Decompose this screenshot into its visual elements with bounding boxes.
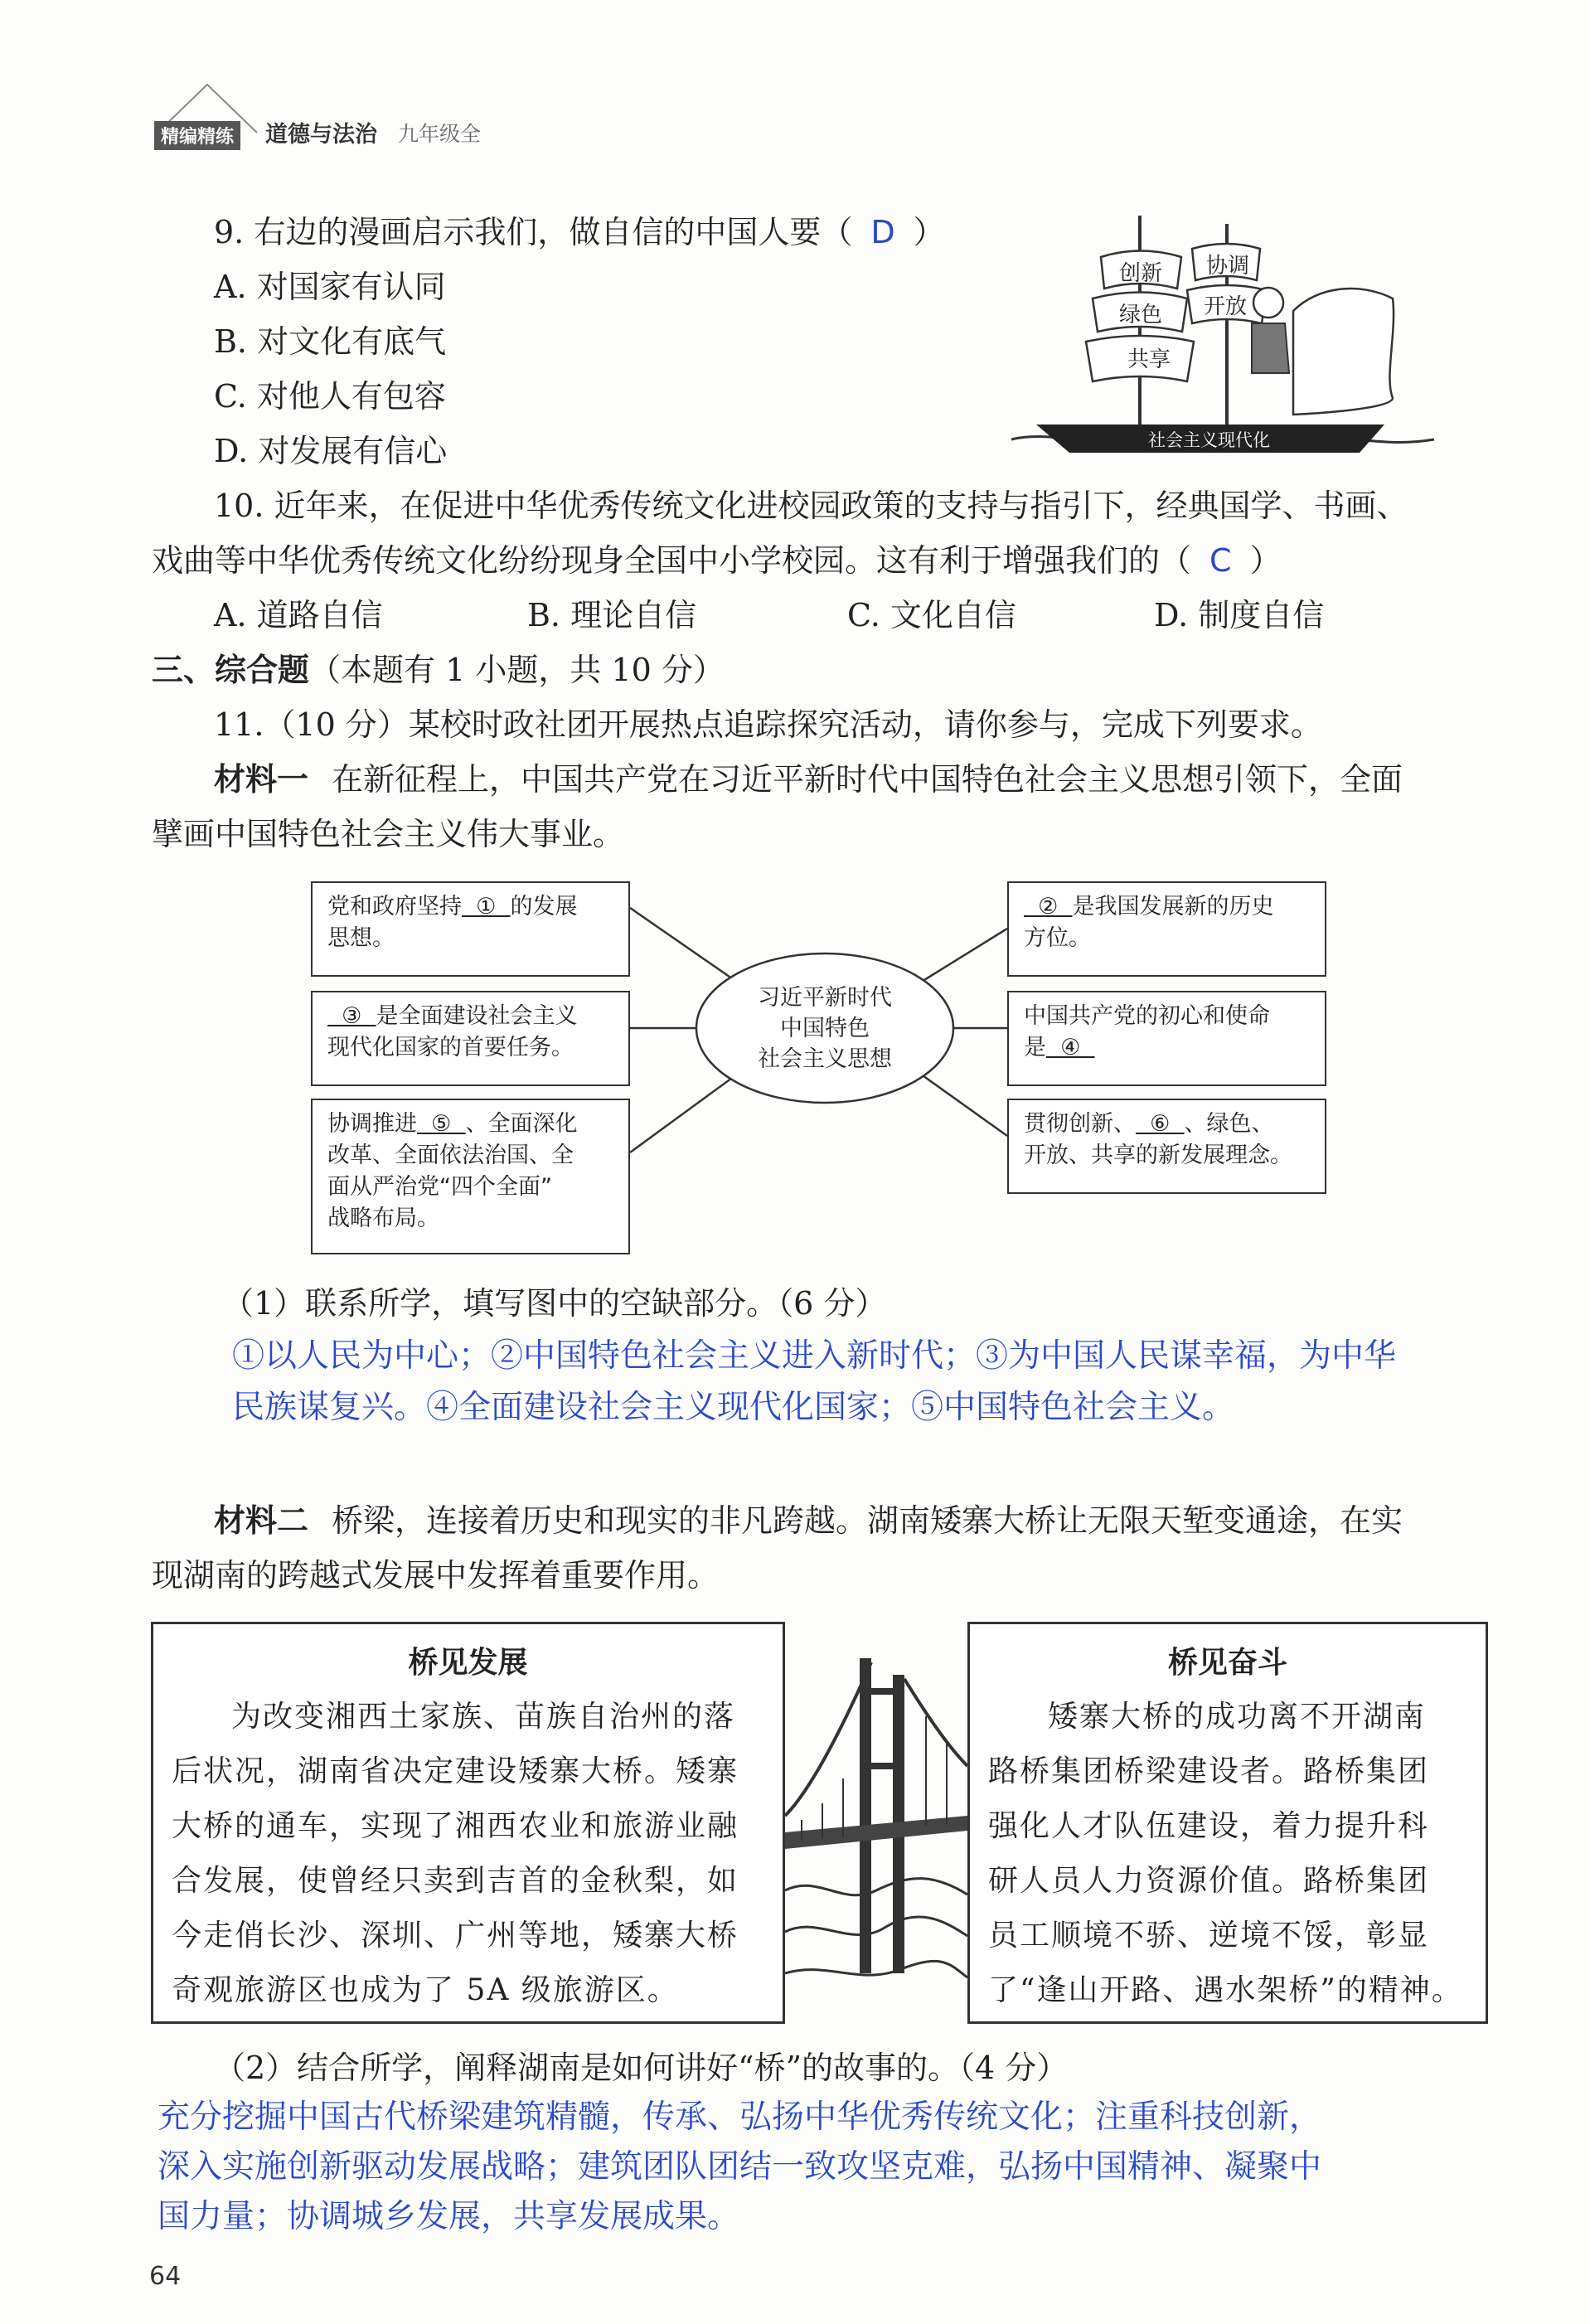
lt1-d: 思想。 [327, 925, 395, 951]
sub2-answer-line2: 深入实施创新驱动发展战略；建筑团队团结一致攻坚克难，弘扬中国精神、凝聚中 [158, 2148, 1322, 2186]
sail-label-4: 开放 [1204, 294, 1248, 319]
q9-stem-text: 9. 右边的漫画启示我们，做自信的中国人要（ [214, 214, 853, 250]
q10-close: ） [1249, 542, 1282, 579]
rt2-b: 是 [1024, 1035, 1046, 1060]
lt2-c: 现代化国家的首要任务。 [327, 1035, 574, 1060]
sub2-question: （2）结合所学，阐释湖南是如何讲好“桥”的故事的。（4 分） [214, 2050, 1069, 2086]
lt2-b: 是全面建设社会主义 [376, 1003, 578, 1029]
q10-option-a: A. 道路自信 [214, 597, 383, 633]
center-line-1: 习近平新时代 [758, 985, 892, 1011]
rt1-b: 是我国发展新的历史 [1072, 894, 1274, 919]
center-line-2: 中国特色 [780, 1016, 870, 1041]
blank-5: ⑤ [417, 1111, 466, 1137]
q9-option-b: B. 对文化有底气 [214, 323, 447, 360]
blank-3: ③ [327, 1003, 376, 1029]
sail-label-5: 共享 [1127, 347, 1171, 372]
header-badge: 精编精练 [154, 121, 240, 150]
rt3-a: 贯彻创新、 [1024, 1111, 1136, 1137]
rt3-c: 、绿色、 [1184, 1111, 1274, 1137]
m2-line2: 现湖南的跨越式发展中发挥着重要作用。 [152, 1557, 720, 1594]
blank-2: ② [1024, 894, 1073, 919]
q10-option-d: D. 制度自信 [1154, 597, 1325, 633]
sub2-answer-line1: 充分挖掘中国古代桥梁建筑精髓，传承、弘扬中华优秀传统文化；注重科技创新， [158, 2098, 1322, 2136]
q11-stem: 11.（10 分）某校时政社团开展热点追踪探究活动，请你参与，完成下列要求。 [214, 706, 1322, 743]
sail-label-2: 协调 [1206, 254, 1250, 279]
diagram-box-left-3 [311, 1099, 630, 1254]
box-right-line-3: 强化人才队伍建设，着力提升科 [988, 1809, 1430, 1843]
center-line-3: 社会主义思想 [758, 1046, 892, 1072]
sub2-answer-line3: 国力量；协调城乡发展，共享发展成果。 [158, 2198, 740, 2235]
box-left-title: 桥见发展 [408, 1645, 528, 1680]
lt3-e: 面从严治党“四个全面” [327, 1174, 552, 1200]
bridge-illustration [785, 1642, 967, 1998]
q9-option-d: D. 对发展有信心 [214, 433, 448, 469]
blank-6: ⑥ [1136, 1111, 1185, 1137]
q10-option-c: C. 文化自信 [847, 597, 1016, 633]
section3-title: 三、综合题 [152, 652, 310, 688]
diagram-box-right-1 [1007, 881, 1326, 977]
sub1-answer-line2: 民族谋复兴。④全面建设社会主义现代化国家；⑤中国特色社会主义。 [232, 1389, 1235, 1426]
diagram-box-left-2 [311, 991, 630, 1086]
diagram-box-left-1 [311, 881, 630, 977]
lt3-c: 、全面深化 [465, 1111, 578, 1137]
q9-option-c: C. 对他人有包容 [214, 378, 446, 415]
blank-1: ① [462, 894, 511, 919]
q10-line2-text: 戏曲等中华优秀传统文化纷纷现身全国中小学校园。这有利于增强我们的（ [152, 542, 1192, 579]
box-left-line-3: 大桥的通车，实现了湘西农业和旅游业融 [172, 1809, 739, 1843]
lt1-a: 党和政府坚持 [327, 894, 462, 919]
hull-label: 社会主义现代化 [1148, 430, 1270, 450]
box-bridge-development [151, 1622, 785, 2024]
box-right-line-2: 路桥集团桥梁建设者。路桥集团 [988, 1754, 1430, 1788]
blank-4: ④ [1046, 1035, 1095, 1060]
box-left-line-2: 后状况，湖南省决定建设矮寨大桥。矮寨 [172, 1754, 739, 1788]
sail-label-3: 绿色 [1119, 303, 1163, 327]
box-left-line-1: 为改变湘西土家族、苗族自治州的落 [231, 1700, 736, 1734]
q10-answer: C [1209, 542, 1232, 579]
lt3-f: 战略布局。 [327, 1206, 439, 1231]
m2-label: 材料二 [214, 1502, 309, 1539]
page-number: 64 [149, 2262, 182, 2291]
rt2-a: 中国共产党的初心和使命 [1024, 1003, 1270, 1029]
sub1-question: （1）联系所学，填写图中的空缺部分。（6 分） [222, 1285, 887, 1322]
m1-label: 材料一 [214, 761, 309, 798]
box-left-line-5: 今走俏长沙、深圳、广州等地，矮寨大桥 [172, 1919, 739, 1953]
box-left-line-4: 合发展，使曾经只卖到吉首的金秋梨，如 [172, 1864, 739, 1898]
sub1-answer-line1: ①以人民为中心；②中国特色社会主义进入新时代；③为中国人民谋幸福，为中华 [232, 1337, 1397, 1375]
q9-option-a: A. 对国家有认同 [214, 269, 446, 305]
box-left-line-6: 奇观旅游区也成为了 5A 级旅游区。 [172, 1973, 679, 2007]
header-subject: 道德与法治 [265, 122, 377, 148]
header-grade: 九年级全 [398, 122, 482, 146]
box-right-line-6: 了“逢山开路、遇水架桥”的精神。 [988, 1973, 1463, 2007]
diagram-center [700, 982, 949, 1075]
rt3-d: 开放、共享的新发展理念。 [1024, 1143, 1292, 1168]
box-right-line-1: 矮寨大桥的成功离不开湖南 [1048, 1700, 1427, 1734]
m2-text: 桥梁，连接着历史和现实的非凡跨越。湖南矮寨大桥让无限天堑变通途，在实 [332, 1502, 1403, 1539]
lt3-a: 协调推进 [327, 1111, 417, 1137]
box-right-line-4: 研人员人力资源价值。路桥集团 [988, 1864, 1430, 1898]
q9-close: ） [913, 214, 945, 250]
box-right-line-5: 员工顺境不骄、逆境不馁，彰显 [988, 1919, 1430, 1953]
diagram-box-right-3 [1007, 1099, 1326, 1194]
m1-text: 在新征程上，中国共产党在习近平新时代中国特色社会主义思想引领下，全面 [332, 761, 1403, 798]
sail-label-1: 创新 [1119, 261, 1163, 286]
q9-answer: D [870, 214, 895, 250]
m1-line2: 擘画中国特色社会主义伟大事业。 [152, 816, 625, 852]
rt1-c: 方位。 [1024, 925, 1091, 951]
q10-option-b: B. 理论自信 [527, 597, 697, 633]
lt1-c: 的发展 [510, 894, 578, 919]
m2-line1 [214, 1501, 1403, 1540]
diagram-box-right-2 [1007, 991, 1326, 1086]
lt3-d: 改革、全面依法治国、全 [327, 1143, 574, 1168]
box-right-title: 桥见奋斗 [1167, 1645, 1287, 1680]
section3-note: （本题有 1 小题，共 10 分） [309, 652, 725, 688]
box-bridge-struggle [967, 1622, 1488, 2024]
q10-line1: 10. 近年来，在促进中华优秀传统文化进校园政策的支持与指引下，经典国学、书画、 [214, 488, 1408, 524]
